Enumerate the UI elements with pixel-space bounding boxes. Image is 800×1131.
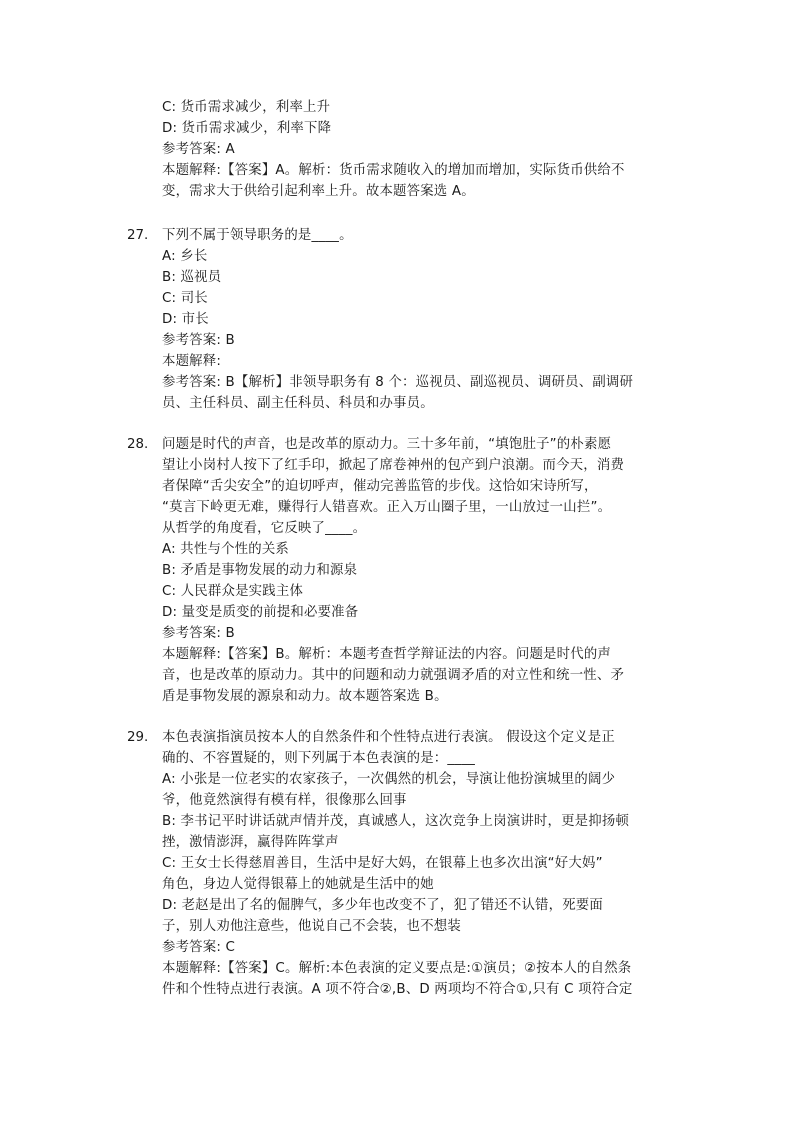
option-d-cont: 子，别人劝他注意些，他说自己不会装，也不想装 [162, 919, 461, 934]
option-c: C: 人民群众是实践主体 [162, 584, 304, 599]
option-b: B: 李书记平时讲话就声情并茂，真诚感人，这次竞争上岗演讲时，更是抑扬顿 [162, 814, 630, 829]
option-a: A: 共性与个性的关系 [162, 542, 290, 557]
option-d: D: 老赵是出了名的倔脾气，多少年也改变不了，犯了错还不认错，死要面 [162, 898, 603, 913]
reference-answer: 参考答案: C [162, 940, 236, 955]
reference-answer: 参考答案: B [162, 626, 235, 641]
question-stem: 从哲学的角度看，它反映了____。 [162, 521, 367, 536]
explanation-line: 盾是事物发展的源泉和动力。故本题答案选 B。 [162, 689, 448, 704]
option-a-cont: 爷，他竟然演得有模有样，很像那么回事 [162, 793, 407, 808]
option-c: C: 王女士长得慈眉善目，生活中是好大妈，在银幕上也多次出演“好大妈” [162, 856, 603, 871]
question-number: 28. [127, 437, 149, 452]
question-number: 27. [127, 228, 149, 243]
question-number: 29. [127, 730, 149, 745]
option-b-cont: 挫，激情澎湃，赢得阵阵掌声 [162, 835, 339, 850]
explanation-line: 本题解释:【答案】A。解析：货币需求随收入的增加而增加，实际货币供给不 [162, 163, 625, 178]
question-stem: 本色表演指演员按本人的自然条件和个性特点进行表演。 假设这个定义是正 [162, 730, 615, 745]
option-d: D: 市长 [162, 312, 209, 327]
explanation-line: 本题解释:【答案】B。解析：本题考查哲学辩证法的内容。问题是时代的声 [162, 647, 611, 662]
explanation-line: 员、主任科员、副主任科员、科员和办事员。 [162, 396, 434, 411]
option-d: D: 货币需求减少，利率下降 [162, 121, 332, 136]
reference-answer: 参考答案: A [162, 142, 235, 157]
explanation-line: 音，也是改革的原动力。其中的问题和动力就强调矛盾的对立性和统一性、矛 [162, 668, 625, 683]
option-a: A: 小张是一位老实的农家孩子，一次偶然的机会，导演让他扮演城里的阔少 [162, 772, 616, 787]
option-d: D: 量变是质变的前提和必要准备 [162, 605, 359, 620]
option-b: B: 巡视员 [162, 270, 222, 285]
option-a: A: 乡长 [162, 249, 208, 264]
question-stem: 确的、不容置疑的，则下列属于本色表演的是：____ [162, 751, 475, 766]
question-stem: 者保障“舌尖安全”的迫切呼声，催动完善监管的步伐。这恰如宋诗所写， [162, 479, 598, 494]
question-stem: 下列不属于领导职务的是____。 [162, 228, 353, 243]
explanation-line: 件和个性特点进行表演。A 项不符合②,B、D 两项均不符合①,只有 C 项符合定 [162, 982, 633, 997]
explanation-line: 变，需求大于供给引起利率上升。故本题答案选 A。 [162, 184, 475, 199]
question-stem: 望让小岗村人按下了红手印，掀起了席卷神州的包产到户浪潮。而今天，消费 [162, 458, 625, 473]
explanation-line: 本题解释:【答案】C。解析:本色表演的定义要点是:①演员；②按本人的自然条 [162, 961, 632, 976]
option-c: C: 司长 [162, 291, 208, 306]
reference-answer: 参考答案: B [162, 333, 235, 348]
explanation-line: 参考答案: B【解析】非领导职务有 8 个：巡视员、副巡视员、调研员、副调研 [162, 375, 634, 390]
explanation-label: 本题解释: [162, 354, 222, 369]
option-c-cont: 角色，身边人觉得银幕上的她就是生活中的她 [162, 877, 434, 892]
option-c: C: 货币需求减少，利率上升 [162, 100, 331, 115]
option-b: B: 矛盾是事物发展的动力和源泉 [162, 563, 358, 578]
question-stem: 问题是时代的声音，也是改革的原动力。三十多年前，“填饱肚子”的朴素愿 [162, 437, 612, 452]
question-stem: “莫言下岭更无难，赚得行人错喜欢。正入万山圈子里，一山放过一山拦”。 [162, 500, 612, 515]
